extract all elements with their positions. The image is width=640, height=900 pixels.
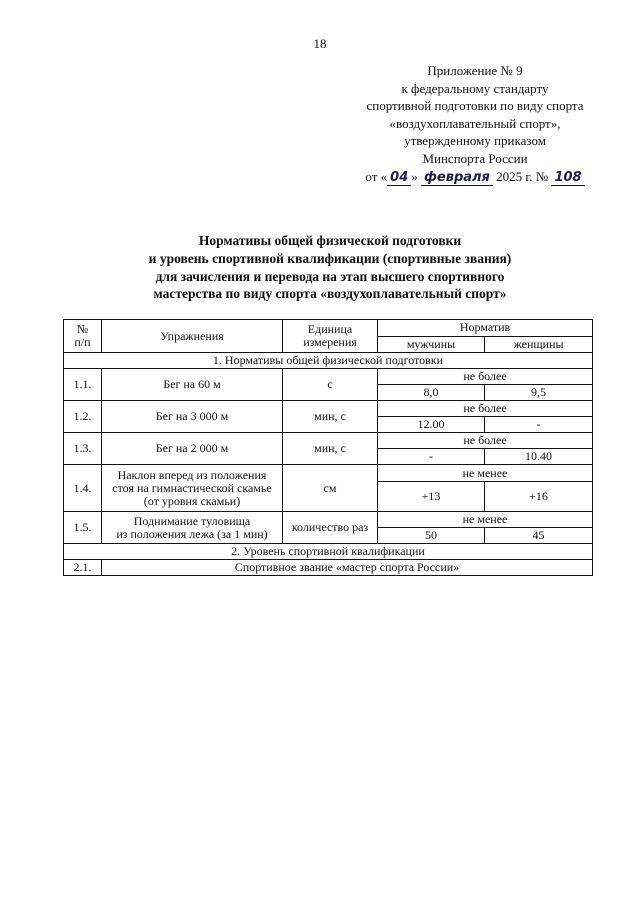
row-women-value: +16 xyxy=(485,482,593,512)
title-line: мастерства по виду спорта «воздухоплавательный спорт» xyxy=(153,286,507,302)
table-row xyxy=(64,560,593,576)
title-line: для зачисления и перевода на этап высшего спортивного xyxy=(155,268,505,284)
document-title xyxy=(60,232,600,303)
appendix-line: спортивной подготовки по виду спорта xyxy=(366,98,584,114)
row-men-value: - xyxy=(378,449,485,465)
table-row xyxy=(64,512,593,528)
section-row xyxy=(64,544,593,560)
section-title: 1. Нормативы общей физической подготовки xyxy=(64,353,593,369)
handwritten-month: февраля xyxy=(421,170,493,186)
row-number: 1.3. xyxy=(64,433,102,465)
row-unit: мин, с xyxy=(283,401,378,433)
row-unit: см xyxy=(283,465,378,512)
section-title: 2. Уровень спортивной квалификации xyxy=(64,544,593,560)
order-date-line xyxy=(330,168,620,187)
row-unit: количество раз xyxy=(283,512,378,544)
table-row xyxy=(64,433,593,449)
header-unit: Единица измерения xyxy=(283,320,378,353)
row-number: 1.2. xyxy=(64,401,102,433)
row-men-value: 12.00 xyxy=(378,417,485,433)
handwritten-order-number: 108 xyxy=(551,170,584,186)
title-line: Нормативы общей физической подготовки xyxy=(198,233,462,248)
appendix-header xyxy=(330,62,620,186)
row-number: 2.1. xyxy=(64,560,102,576)
row-number: 1.4. xyxy=(64,465,102,512)
row-exercise: Бег на 3 000 м xyxy=(102,401,283,433)
row-exercise: Бег на 2 000 м xyxy=(102,433,283,465)
header-men: мужчины xyxy=(378,336,485,353)
row-qualifier: не менее xyxy=(378,512,593,528)
table-header-row xyxy=(64,320,593,337)
row-men-value: 50 xyxy=(378,528,485,544)
header-norm: Норматив xyxy=(378,320,593,337)
row-women-value: 9,5 xyxy=(485,385,593,401)
row-exercise: Поднимание туловища из положения лежа (за 1 мин) xyxy=(102,512,283,544)
table-row xyxy=(64,465,593,482)
row-sport-title: Спортивное звание «мастер спорта России» xyxy=(102,560,593,576)
row-number: 1.1. xyxy=(64,369,102,401)
row-women-value: - xyxy=(485,417,593,433)
appendix-line: Приложение № 9 xyxy=(427,63,523,78)
appendix-line: утвержденному приказом xyxy=(404,133,546,149)
section-row xyxy=(64,353,593,369)
page-number: 18 xyxy=(313,36,327,51)
row-qualifier: не менее xyxy=(378,465,593,482)
row-qualifier: не более xyxy=(378,433,593,449)
row-women-value: 45 xyxy=(485,528,593,544)
row-exercise: Наклон вперед из положения стоя на гимнастической скамье (от уровня скамьи) xyxy=(102,465,283,512)
norms-table xyxy=(63,319,593,576)
date-year: 2025 г. № xyxy=(496,168,549,184)
header-number: № п/п xyxy=(64,320,102,353)
row-exercise: Бег на 60 м xyxy=(102,369,283,401)
row-number: 1.5. xyxy=(64,512,102,544)
header-women: женщины xyxy=(485,336,593,353)
title-line: и уровень спортивной квалификации (спортивные звания) xyxy=(148,250,512,266)
row-qualifier: не более xyxy=(378,369,593,385)
header-exercises: Упражнения xyxy=(102,320,283,353)
table-row xyxy=(64,369,593,385)
table-row xyxy=(64,401,593,417)
row-men-value: +13 xyxy=(378,482,485,512)
handwritten-day: 04 xyxy=(387,170,411,186)
row-unit: мин, с xyxy=(283,433,378,465)
appendix-line: к федеральному стандарту xyxy=(401,80,549,96)
row-men-value: 8,0 xyxy=(378,385,485,401)
row-women-value: 10.40 xyxy=(485,449,593,465)
appendix-line: Минспорта России xyxy=(422,150,528,166)
appendix-line: «воздухоплавательный спорт», xyxy=(389,115,561,131)
row-unit: с xyxy=(283,369,378,401)
row-qualifier: не более xyxy=(378,401,593,417)
date-prefix: от « xyxy=(365,168,388,184)
date-day-suffix: » xyxy=(411,168,418,184)
